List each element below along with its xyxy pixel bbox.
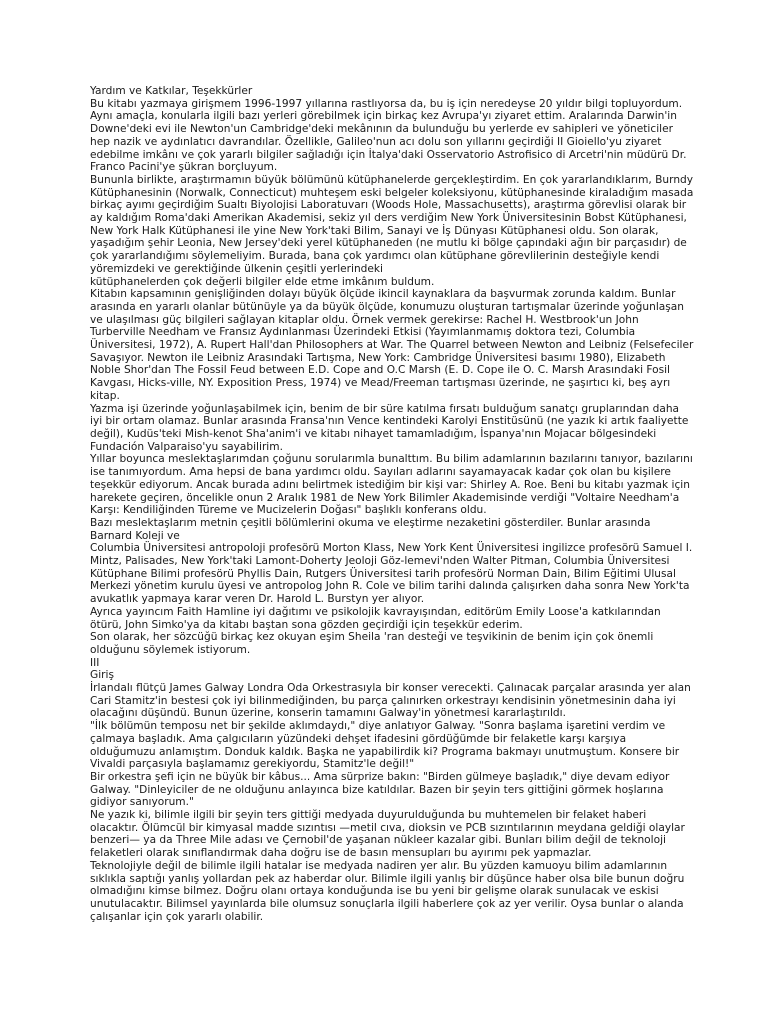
paragraph: Ayrıca yayıncım Faith Hamline iyi dağıtımı ve psikolojik kavrayışından, editörüm Emily Loose'a katkılarından ötürü, John Simko'ya da kitabı baştan sona gözden geçirdiği için teşekkür ederim. (90, 605, 661, 631)
paragraph: Yıllar boyunca meslektaşlarımdan çoğunu sorularımla bunalttım. Bu bilim adamlarının bazılarını tanıyor, bazılarını ise tanımıyordum. Ama hepsi de bana yardımcı oldu. Sayıları adlarını sayamayacak kadar çok olan bu kişilere teşekkür ediyorum. Ancak burada adını belirtmek istediğim bir kişi var: Shirley A. Roe. Beni bu kitabı yazmak için harekete geçiren, öncelikle onun 2 Aralık 1981 de New York Bilimler Akademisinde verdiği "Voltaire Needham'a Karşı: Kendiliğinden Türeme ve Mucizelerin Doğası" başlıklı konferans oldu. (90, 453, 693, 517)
paragraph: İrlandalı flütçü James Galway Londra Oda Orkestrasıyla bir konser verecekti. Çalınacak parçalar arasında yer alan Cari Stamitz'in bestesi çok iyi bilinmediğinden, bu parça çalınırken orkestrayı kendisinin yönetmesinin daha iyi olacağını düşündü. Bunun üzerine, konserin tamamını Galway'in yönetmesi kararlaştırıldı. (90, 682, 691, 720)
paragraph: Ne yazık ki, bilimle ilgili bir şeyin ters gittiği medyada duyurulduğunda bu muhtemelen bir felaket haberi olacaktır. Ölümcül bir kimyasal madde sızıntısı —metil cıva, dioksin ve PCB sızıntılarının meydana geldiği olaylar benzeri— ya da Three Mile adası ve Çernobil'de yaşanan nükleer kazalar gibi. Bunları bilim değil de teknoloji felaketleri olarak sınıflandırmak daha doğru ise de basın mensupları bu ayırımı pek yapmazlar. (90, 809, 685, 860)
section-heading-introduction: Giriş (90, 669, 114, 682)
paragraph: Columbia Üniversitesi antropoloji profesörü Morton Klass, New York Kent Üniversitesi ingilizce profesörü Samuel I. Mintz, Palisades, New York'taki Lamont-Doherty Jeoloji Göz-lemevi'nden Walter Pitman, Columbia Üniversitesi Kütüphane Bilimi profesörü Phyllis Dain, Rutgers Üniversitesi tarih profesörü Norman Dain, Bilim Eğitimi Ulusal Merkezi yönetim kurulu üyesi ve antropolog John R. Cole ve bilim tarihi dalında çalışırken daha sonra New York'ta avukatlık yapmaya karar veren Dr. Harold L. Burstyn yer alıyor. (90, 542, 693, 606)
chapter-number: III (90, 656, 100, 669)
paragraph: Kitabın kapsamının genişliğinden dolayı büyük ölçüde ikincil kaynaklara da başvurmak zorunda kaldım. Bunlar arasında en yararlı olanlar bütünüyle ya da büyük ölçüde, konumuzu oluşturan tartışmalar üzerinde yoğunlaşan ve ulaşılması güç bilgileri sağlayan kitaplar oldu. Örnek vermek gerekirse: Rachel H. Westbrook'un John Turberville Needham ve Fransız Aydınlanması Üzerindeki Etkisi (Yayımlanmamış doktora tezi, Columbia Üniversitesi, 1972), A. Rupert Hall'dan Philosophers at War. The Quarrel between Newton and Leibniz (Felsefeciler Savaşıyor. Newton ile Leibniz Arasındaki Tartışma, New York: Cambridge Üniversitesi basımı 1980), Elizabeth Noble Shor'dan The Fossil Feud between E.D. Cope and O.C Marsh (E. D. Cope ile O. C. Marsh Arasındaki Fosil Kavgası, Hicks-ville, NY. Exposition Press, 1974) ve Mead/Freeman tartışması üzerinde, ne şaşırtıcı ki, beş ayrı kitap. (90, 288, 694, 402)
paragraph: Teknolojiyle değil de bilimle ilgili hatalar ise medyada nadiren yer alır. Bu yüzden kamuoyu bilim adamlarının sıklıkla saptığı yanlış yollardan pek az haberdar olur. Bilimle ilgili yanlış bir düşünce haber olsa bile bunun doğru olmadığını kimse bilmez. Doğru olanı ortaya konduğunda ise bu yeni bir gelişme olarak sunulacak ve eskisi unutulacaktır. Bilimsel yayınlarda bile olumsuz sonuçlarla ilgili haberlere çok az yer verilir. Oysa bunlar o alanda çalışanlar için çok yararlı olabilir. (90, 859, 685, 923)
section-heading-acknowledgements: Yardım ve Katkılar, Teşekkürler (90, 85, 253, 97)
paragraph: kütüphanelerden çok değerli bilgiler elde etme imkânım buldum. (90, 275, 435, 288)
paragraph: Bazı meslektaşlarım metnin çeşitli bölümlerini okuma ve eleştirme nezaketini gösterdiler. Bunlar arasında Barnard Koleji ve (90, 516, 651, 542)
paragraph: Yazma işi üzerinde yoğunlaşabilmek için, benim de bir süre katılma fırsatı bulduğum sanatçı gruplarından daha iyi bir ortam olamaz. Bunlar arasında Fransa'nın Vence kentindeki Karolyi Enstitüsünü (ne yazık ki artık faaliyette değil), Kudüs'teki Mish-kenot Sha'anim'i ve kitabı nihayet tamamladığım, İspanya'nın Mojacar bölgesindeki Fundación Valparaiso'yu sayabilirim. (90, 402, 689, 453)
paragraph: Bununla birlikte, araştırmamın büyük bölümünü kütüphanelerde gerçekleştirdim. En çok yararlandıklarım, Burndy Kütüphanesinin (Norwalk, Connecticut) muhteşem eski belgeler koleksiyonu, kütüphanesinde kiraladığım masada birkaç ayımı geçirdiğim Sualtı Biyolojisi Laboratuvarı (Woods Hole, Massachusetts), araştırma görevlisi olarak bir ay kaldığım Roma'daki Amerikan Akademisi, sekiz yıl ders verdiğim New York Üniversitesinin Bobst Kütüphanesi, New York Halk Kütüphanesi ile yine New York'taki Bilim, Sanayi ve İş Dünyası Kütüphanesi oldu. Son olarak, yaşadığım şehir Leonia, New Jersey'deki yerel kütüphaneden (ne mutlu ki bölge çapındaki ağın bir parçasıdır) de çok yararlandığımı söylemeliyim. Burada, bana çok yardımcı olan kütüphane görevlilerinin desteğiyle kendi yöremizdeki ve gerektiğinde ülkenin çeşitli yerlerindeki (90, 173, 694, 275)
document-page (90, 85, 694, 923)
paragraph: "İlk bölümün temposu net bir şekilde aklımdaydı," diye anlatıyor Galway. "Sonra başlama işaretini verdim ve çalmaya başladık. Ama çalgıcıların yüzündeki dehşet ifadesini gördüğümde bir felaketle karşı karşıya olduğumuzu anlamıştım. Donduk kaldık. Başka ne yapabilirdik ki? Programa bakmayı unutmuştum. Konsere bir Vivaldi parçasıyla başlamamız gerekiyordu, Stamitz'le değil!" (90, 720, 680, 771)
paragraph: Son olarak, her sözcüğü birkaç kez okuyan eşim Sheila 'ran desteği ve teşvikinin de benim için çok önemli olduğunu söylemek istiyorum. (90, 631, 654, 656)
paragraph: Bir orkestra şefi için ne büyük bir kâbus... Ama sürprize bakın: "Birden gülmeye başladık," diye devam ediyor Galway. "Dinleyiciler de ne olduğunu anlayınca bize katıldılar. Bazen bir şeyin ters gittiğini görmek hoşlarına gidiyor sanıyorum." (90, 770, 670, 809)
paragraph: Bu kitabı yazmaya girişmem 1996-1997 yıllarına rastlıyorsa da, bu iş için neredeyse 20 yıldır bilgi topluyordum. Aynı amaçla, konularla ilgili bazı yerleri görebilmek için birkaç kez Avrupa'yı ziyaret ettim. Aralarında Darwin'in Downe'deki evi ile Newton'un Cambridge'deki mekânının da bulunduğu bu yerlerde ev sahipleri ve yöneticiler hep nazik ve aydınlatıcı davrandılar. Özellikle, Galileo'nun acı dolu son yıllarını geçirdiği II Gioiello'yu ziyaret edebilme imkânı ve çok yararlı bilgiler sağladığı için İtalya'daki Osservatorio Astrofisico di Arcetri'nin müdürü Dr. Franco Pacini'ye şükran borçluyum. (90, 97, 687, 174)
